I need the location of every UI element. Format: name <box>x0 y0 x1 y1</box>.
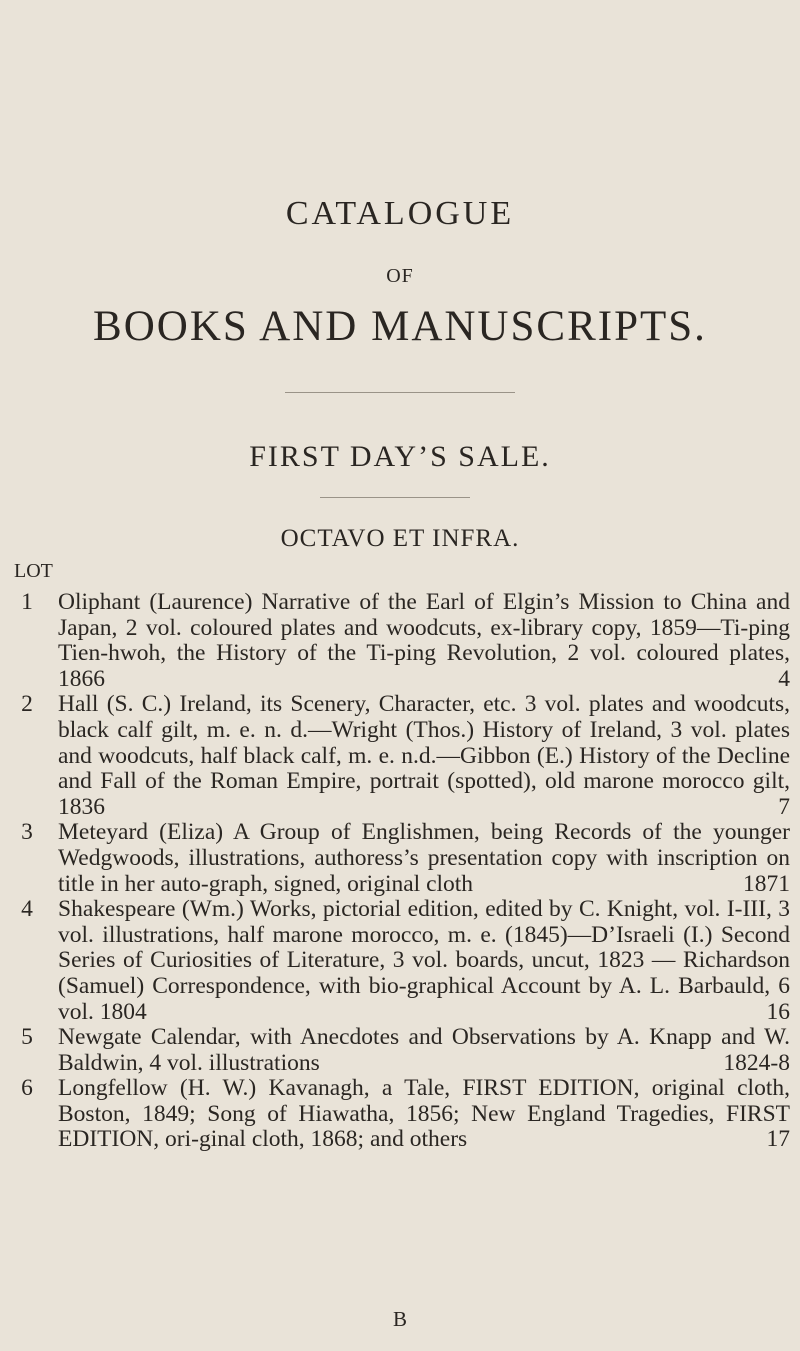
page-title: CATALOGUE <box>285 195 515 232</box>
lot-number: 4 <box>21 896 33 923</box>
lot-item <box>14 1025 790 1076</box>
lot-item <box>14 692 790 820</box>
lot-price: 1871 <box>743 870 790 897</box>
lot-list <box>14 590 790 1153</box>
lot-number: 2 <box>21 691 33 718</box>
divider-rule <box>320 497 470 498</box>
lot-price: 1824-8 <box>723 1049 790 1076</box>
lot-column-heading: LOT <box>14 560 53 582</box>
lot-item <box>14 820 790 897</box>
lot-number: 5 <box>21 1024 33 1051</box>
lot-description: Longfellow (H. W.) Kavanagh, a Tale, FIRST EDITION, original cloth, Boston, 1849; Song of Hiawatha, 1856; New England Tragedies, FIRST EDITION, ori-ginal cloth, 1868; and others 17 <box>58 1075 790 1153</box>
lot-number: 1 <box>21 589 33 615</box>
lot-description: Meteyard (Eliza) A Group of Englishmen, being Records of the younger Wedgwoods, illustrations, authoress’s presentation copy with inscription on title in her auto-graph, signed, original cloth 1871 <box>58 819 790 897</box>
lot-number: 6 <box>21 1075 33 1102</box>
sale-heading: FIRST DAY’S SALE. <box>249 440 551 473</box>
lot-description: Hall (S. C.) Ireland, its Scenery, Character, etc. 3 vol. plates and woodcuts, black calf gilt, m. e. n. d.—Wright (Thos.) History of Ireland, 3 vol. plates and woodcuts, half black calf, m. e. n.d.—Gibbon (E.) History of the Decline and Fall of the Roman Empire, portrait (spotted), old marone morocco gilt, 1836 7 <box>58 691 790 820</box>
lot-description: Newgate Calendar, with Anecdotes and Observations by A. Knapp and W. Baldwin, 4 vol. illustrations 1824-8 <box>58 1024 790 1076</box>
divider-rule <box>285 392 515 393</box>
lot-item <box>14 590 790 692</box>
title-connector: OF <box>386 265 414 287</box>
lot-price: 4 <box>778 665 790 692</box>
lot-price: 16 <box>766 998 790 1025</box>
lot-item <box>14 897 790 1025</box>
page-signature: B <box>392 1307 407 1331</box>
catalogue-subtitle: BOOKS AND MANUSCRIPTS. <box>93 303 707 350</box>
lot-description: Oliphant (Laurence) Narrative of the Earl of Elgin’s Mission to China and Japan, 2 vol. coloured plates and woodcuts, ex-library copy, 1859—Ti-ping Tien-hwoh, the History of the Ti-ping Revolution, 2 vol. coloured plates, 1866 4 <box>58 589 790 692</box>
lot-price: 7 <box>778 793 790 820</box>
lot-price: 17 <box>766 1126 790 1153</box>
lot-item <box>14 1076 790 1153</box>
lot-description: Shakespeare (Wm.) Works, pictorial edition, edited by C. Knight, vol. I-III, 3 vol. illustrations, half marone morocco, m. e. (1845)—D’Israeli (I.) Second Series of Curiosities of Literature, 3 vol. boards, uncut, 1823 — Richardson (Samuel) Correspondence, with bio-graphical Account by A. L. Barbauld, 6 vol. 1804 16 <box>58 896 790 1025</box>
section-heading: OCTAVO ET INFRA. <box>280 525 520 552</box>
lot-number: 3 <box>21 819 33 846</box>
